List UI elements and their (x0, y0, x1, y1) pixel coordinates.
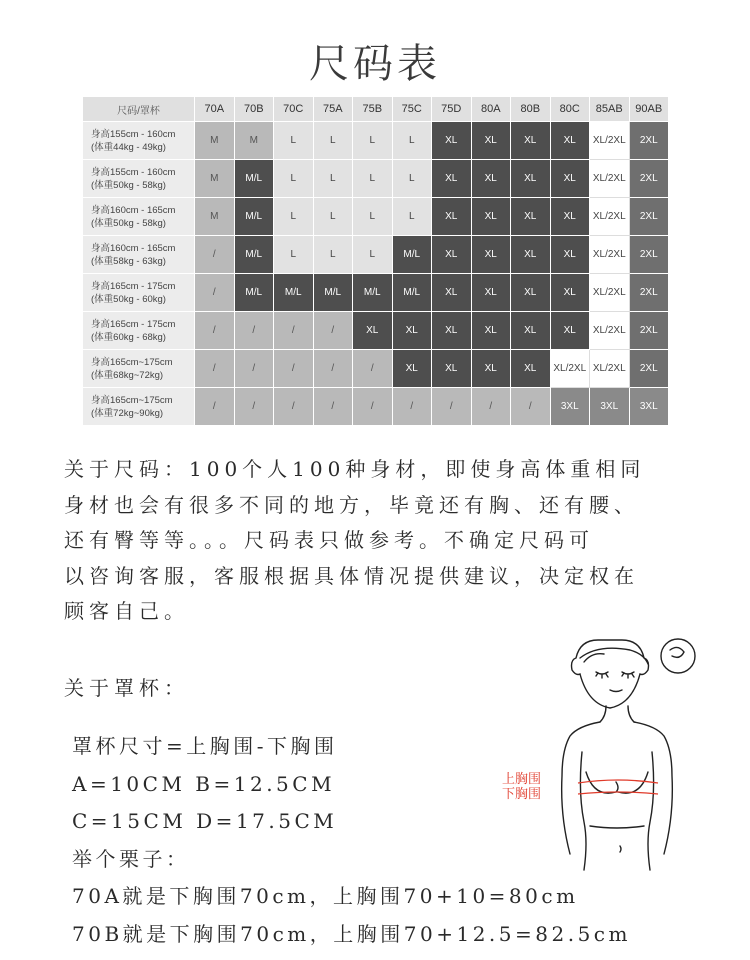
size-chart-cell: L (353, 122, 393, 160)
size-chart-column-header: 70A (195, 97, 235, 122)
size-chart-cell: XL (511, 198, 551, 236)
size-chart-cell: 2XL (629, 274, 669, 312)
page-title: 尺码表 (309, 41, 441, 87)
size-chart-cell: / (195, 388, 235, 426)
size-chart-cell: XL (550, 274, 590, 312)
size-chart-cell: XL (353, 312, 393, 350)
size-chart-cell: / (313, 388, 353, 426)
cup-section-title: 关于罩杯： (64, 676, 189, 700)
size-chart-row (83, 312, 669, 350)
size-chart-cell: XL (471, 236, 511, 274)
size-chart-row (83, 274, 669, 312)
size-chart-row-header (83, 274, 195, 312)
size-chart-cell: M/L (234, 274, 274, 312)
weight-range: (体重68kg~72kg) (91, 369, 164, 381)
size-chart-row (83, 350, 669, 388)
size-chart-cell: XL (432, 274, 472, 312)
notes-line: 以咨询客服，客服根据具体情况提供建议，决定权在 (64, 563, 639, 588)
size-chart-cell: / (195, 312, 235, 350)
bust-measurement-illustration (498, 632, 698, 882)
size-chart-cell: L (313, 122, 353, 160)
size-chart-cell: L (313, 160, 353, 198)
size-chart-cell: M (234, 122, 274, 160)
size-chart-column-header: 75C (392, 97, 432, 122)
hair-bun-icon (661, 639, 695, 673)
size-chart-cell: L (392, 160, 432, 198)
size-chart-row-header (83, 312, 195, 350)
size-chart-column-header: 70B (234, 97, 274, 122)
size-chart-cell: 2XL (629, 236, 669, 274)
size-chart-cell: / (471, 388, 511, 426)
size-chart-cell: XL (432, 236, 472, 274)
weight-range: (体重60kg - 68kg) (91, 331, 166, 343)
size-chart-cell: XL/2XL (590, 350, 630, 388)
size-chart-cell: / (234, 350, 274, 388)
size-chart-cell: L (353, 236, 393, 274)
size-chart-cell: M/L (392, 274, 432, 312)
size-chart-cell: / (195, 274, 235, 312)
size-chart-cell: M/L (234, 160, 274, 198)
size-chart-cell: M (195, 198, 235, 236)
size-chart-row-header (83, 160, 195, 198)
upper-bust-label: 上胸围 (502, 772, 542, 787)
size-chart-cell: L (353, 160, 393, 198)
size-chart-cell: XL (432, 122, 472, 160)
notes-line: 还有臀等等。。。尺码表只做参考。不确定尺码可 (64, 528, 594, 552)
size-chart-row-header (83, 236, 195, 274)
weight-range: (体重44kg - 49kg) (91, 141, 166, 153)
size-chart-cell: / (274, 312, 314, 350)
size-chart-row (83, 160, 669, 198)
size-chart-cell: M/L (313, 274, 353, 312)
height-range: 身高165cm - 175cm (91, 318, 176, 330)
size-chart-cell: L (274, 160, 314, 198)
size-chart-column-header: 90AB (629, 97, 669, 122)
size-notes (64, 452, 704, 630)
size-chart-cell: / (511, 388, 551, 426)
size-chart-cell: M (195, 160, 235, 198)
height-range: 身高160cm - 165cm (91, 242, 176, 254)
size-chart-cell: M/L (234, 198, 274, 236)
height-range: 身高155cm - 160cm (91, 128, 176, 140)
size-chart-cell: XL (550, 198, 590, 236)
size-chart-cell: M/L (353, 274, 393, 312)
size-chart-cell: XL (432, 312, 472, 350)
size-chart-cell: XL (392, 350, 432, 388)
size-chart-header-row (83, 97, 669, 122)
size-chart-table (82, 96, 669, 426)
weight-range: (体重72kg~90kg) (91, 407, 164, 419)
cup-formula: 罩杯尺寸=上胸围-下胸围 (72, 734, 338, 758)
height-range: 身高165cm~175cm (91, 356, 173, 368)
size-chart-column-header: 80B (511, 97, 551, 122)
size-chart-cell: XL (511, 312, 551, 350)
weight-range: (体重50kg - 58kg) (91, 179, 166, 191)
example-line: 70B就是下胸围70cm，上胸围70+12.5=82.5cm (72, 921, 631, 946)
size-chart-cell: XL/2XL (590, 160, 630, 198)
size-chart-cell: L (274, 198, 314, 236)
size-chart-cell: M/L (234, 236, 274, 274)
size-chart-cell: XL (471, 122, 511, 160)
size-chart-column-header: 75D (432, 97, 472, 122)
size-chart-row-header (83, 350, 195, 388)
size-chart-column-header: 80C (550, 97, 590, 122)
size-chart-cell: M/L (274, 274, 314, 312)
size-chart-cell: 3XL (550, 388, 590, 426)
lower-bust-label: 下胸围 (502, 787, 542, 802)
size-chart-cell: XL (471, 274, 511, 312)
size-chart-cell: XL (511, 160, 551, 198)
size-chart-cell: XL (432, 350, 472, 388)
size-chart-cell: XL/2XL (590, 312, 630, 350)
size-chart-cell: XL (550, 160, 590, 198)
size-chart-row (83, 388, 669, 426)
size-chart-cell: XL (511, 274, 551, 312)
size-chart-cell: XL (471, 350, 511, 388)
size-chart-cell: XL (511, 350, 551, 388)
size-chart-cell: 2XL (629, 122, 669, 160)
size-chart-cell: / (195, 350, 235, 388)
size-chart-cell: M/L (392, 236, 432, 274)
size-chart-cell: / (195, 236, 235, 274)
size-chart-cell: XL (432, 198, 472, 236)
size-chart-cell: XL (511, 122, 551, 160)
size-chart-cell: / (274, 388, 314, 426)
size-chart-cell: XL (511, 236, 551, 274)
example-line: 70A就是下胸围70cm，上胸围70+10=80cm (72, 884, 579, 908)
size-chart-cell: L (353, 198, 393, 236)
height-range: 身高165cm - 175cm (91, 280, 176, 292)
size-chart-cell: XL (550, 236, 590, 274)
size-chart-cell: XL (392, 312, 432, 350)
size-chart-cell: XL/2XL (590, 274, 630, 312)
size-chart-row (83, 122, 669, 160)
size-chart-column-header: 75B (353, 97, 393, 122)
size-chart-cell: / (392, 388, 432, 426)
size-chart-cell: 2XL (629, 350, 669, 388)
cup-cd-values: C=15CM D=17.5CM (72, 809, 338, 833)
bust-labels (502, 772, 541, 802)
size-chart-cell: XL (550, 122, 590, 160)
head-icon (572, 640, 649, 708)
size-chart-cell: L (274, 122, 314, 160)
notes-line: 身材也会有很多不同的地方，毕竟还有胸、还有腰、 (64, 492, 639, 517)
size-chart-cell: XL (550, 312, 590, 350)
weight-range: (体重58kg - 63kg) (91, 255, 166, 267)
size-chart-cell: / (274, 350, 314, 388)
size-chart-cell: XL/2XL (550, 350, 590, 388)
size-chart-cell: L (392, 198, 432, 236)
size-chart-row-header (83, 122, 195, 160)
size-chart-cell: / (313, 312, 353, 350)
size-chart-cell: L (392, 122, 432, 160)
example-title: 举个栗子： (72, 846, 190, 871)
size-chart-column-header: 85AB (590, 97, 630, 122)
weight-range: (体重50kg - 58kg) (91, 217, 166, 229)
size-chart-column-header: 80A (471, 97, 511, 122)
size-chart-cell: XL (471, 198, 511, 236)
size-chart-cell: XL (471, 312, 511, 350)
size-chart-row (83, 198, 669, 236)
height-range: 身高155cm - 160cm (91, 166, 176, 178)
lower-bust-line (578, 792, 658, 794)
size-chart-cell: 2XL (629, 198, 669, 236)
size-chart-cell: / (432, 388, 472, 426)
size-chart-cell: XL (432, 160, 472, 198)
height-range: 身高160cm - 165cm (91, 204, 176, 216)
size-chart-cell: 3XL (590, 388, 630, 426)
size-chart-cell: L (274, 236, 314, 274)
size-chart-cell: / (313, 350, 353, 388)
size-chart-row-header (83, 388, 195, 426)
size-chart-cell: M (195, 122, 235, 160)
size-chart-row-header (83, 198, 195, 236)
weight-range: (体重50kg - 60kg) (91, 293, 166, 305)
size-chart-cell: 2XL (629, 160, 669, 198)
size-chart-cell: / (353, 388, 393, 426)
size-chart-row (83, 236, 669, 274)
size-chart-column-header: 70C (274, 97, 314, 122)
size-chart-cell: L (313, 236, 353, 274)
size-chart-corner: 尺码/罩杯 (83, 97, 195, 122)
height-range: 身高165cm~175cm (91, 394, 173, 406)
size-chart-cell: XL/2XL (590, 122, 630, 160)
size-chart-cell: / (234, 312, 274, 350)
size-chart-cell: / (234, 388, 274, 426)
notes-line: 关于尺码：100个人100种身材，即使身高体重相同 (64, 457, 646, 481)
size-chart-cell: 3XL (629, 388, 669, 426)
size-chart-cell: XL (471, 160, 511, 198)
size-chart-column-header: 75A (313, 97, 353, 122)
notes-line: 顾客自己。 (64, 599, 189, 623)
size-chart-cell: XL/2XL (590, 198, 630, 236)
size-chart-cell: 2XL (629, 312, 669, 350)
size-chart-cell: L (313, 198, 353, 236)
cup-ab-values: A=10CM B=12.5CM (72, 771, 336, 796)
size-chart-cell: / (353, 350, 393, 388)
size-chart-cell: XL/2XL (590, 236, 630, 274)
